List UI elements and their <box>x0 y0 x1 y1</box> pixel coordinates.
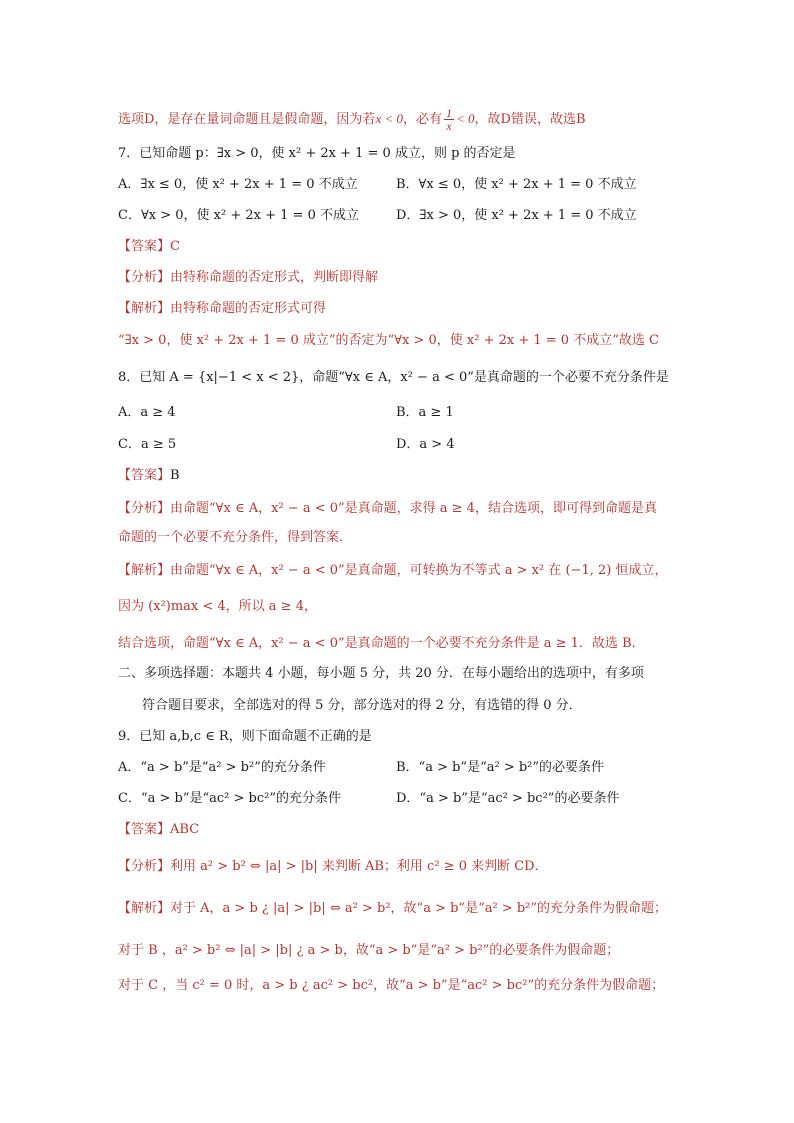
solution-tag: 【解析】 <box>118 301 171 316</box>
question-7-option-a: A．∃x ≤ 0，使 x² + 2x + 1 = 0 不成立 <box>118 177 358 192</box>
question-9-option-b: B．“a > b”是“a² > b²”的必要条件 <box>396 760 605 775</box>
analysis-text: 由命题“∀x ∈ A，x² − a < 0”是真命题，求得 a ≥ 4，结合选项，即可得到命题是真 <box>170 501 657 516</box>
question-7-option-c: C．∀x > 0，使 x² + 2x + 1 = 0 不成立 <box>118 208 359 223</box>
section-2-heading: 二、多项选择题：本题共 4 小题，每小题 5 分，共 20 分．在每小题给出的选项中，有多项 <box>118 666 644 681</box>
solution-tag: 【解析】 <box>118 901 171 916</box>
question-9-solution <box>118 899 667 919</box>
question-9-stem: 9．已知 a,b,c ∈ R，则下面命题不正确的是 <box>118 729 372 744</box>
question-8-solution-line-3: 结合选项，命题“∀x ∈ A，x² − a < 0”是真命题的一个必要不充分条件是 a ≥ 1．故选 B． <box>118 636 645 651</box>
question-7-analysis <box>118 268 378 288</box>
question-8-solution <box>118 561 667 581</box>
question-9-solution-line-2: 对于 B ，a² > b² ⇔ |a| > |b| ¿ a > b，故“a > b”是“a² > b²”的必要条件为假命题； <box>118 943 620 958</box>
answer-value: ABC <box>170 822 200 837</box>
question-8-analysis <box>118 499 657 519</box>
section-2-heading-line-2: 符合题目要求，全部选对的得 5 分，部分选对的得 2 分，有选错的得 0 分． <box>142 698 582 713</box>
question-9-analysis <box>118 857 548 877</box>
question-8-option-b: B．a ≥ 1 <box>396 405 454 420</box>
question-7-option-b: B．∀x ≤ 0，使 x² + 2x + 1 = 0 不成立 <box>396 177 637 192</box>
question-7-solution <box>118 299 326 319</box>
analysis-text: 由特称命题的否定形式，判断即得解 <box>170 270 379 285</box>
analysis-text: 利用 a² > b² ⇔ |a| > |b| 来判断 AB；利用 c² ≥ 0 来判断 CD． <box>170 859 548 874</box>
fraction <box>444 107 454 132</box>
answer-tag: 【答案】 <box>118 239 171 254</box>
text-segment: ，必有 <box>402 112 442 127</box>
math-inline: < 0 <box>456 111 475 126</box>
question-9-answer <box>118 820 199 840</box>
question-7-answer <box>118 237 180 257</box>
analysis-tag: 【分析】 <box>118 501 171 516</box>
answer-tag: 【答案】 <box>118 468 171 483</box>
solution-tag: 【解析】 <box>118 563 171 578</box>
math-inline: x < 0 <box>375 111 403 126</box>
analysis-tag: 【分析】 <box>118 859 171 874</box>
question-8-option-c: C．a ≥ 5 <box>118 437 177 452</box>
question-9-option-d: D．“a > b”是“ac² > bc²”的必要条件 <box>396 791 620 806</box>
text-segment: ，故D错误，故选B <box>474 112 586 127</box>
answer-tag: 【答案】 <box>118 822 171 837</box>
question-8-answer <box>118 466 180 486</box>
question-8-option-d: D．a > 4 <box>396 437 455 452</box>
question-9-solution-line-3: 对于 C ，当 c² = 0 时，a > b ¿ ac² > bc²，故“a > b”是“ac² > bc²”的充分条件为假命题； <box>118 978 665 993</box>
question-7-solution-line-2: “∃x > 0，使 x² + 2x + 1 = 0 成立”的否定为“∀x > 0，使 x² + 2x + 1 = 0 不成立”故选 C <box>118 333 659 348</box>
question-8-option-a: A．a ≥ 4 <box>118 405 176 420</box>
answer-value: B <box>170 468 180 483</box>
question-8-analysis-line-2: 命题的一个必要不充分条件，得到答案． <box>118 530 353 545</box>
line-option-d-explanation <box>118 107 586 132</box>
question-7-option-d: D．∃x > 0，使 x² + 2x + 1 = 0 不成立 <box>396 208 637 223</box>
solution-text: 对于 A，a > b ¿ |a| > |b| ⇔ a² > b²，故“a > b”是“a² > b²”的充分条件为假命题； <box>170 901 668 916</box>
answer-value: C <box>170 239 180 254</box>
question-8-solution-line-2: 因为 (x²)max < 4，所以 a ≥ 4， <box>118 599 317 614</box>
question-9-option-c: C．“a > b”是“ac² > bc²”的充分条件 <box>118 791 341 806</box>
text-segment: 选项D，是存在量词命题且是假命题，因为若 <box>118 112 376 127</box>
fraction-numerator: 1 <box>446 106 452 120</box>
fraction-denominator: x <box>446 119 452 133</box>
question-8-stem: 8．已知 A = {x|−1 < x < 2}，命题“∀x ∈ A，x² − a < 0”是真命题的一个必要不充分条件是 <box>118 370 669 385</box>
solution-text: 由命题“∀x ∈ A，x² − a < 0”是真命题，可转换为不等式 a > x² 在 (−1, 2) 恒成立， <box>170 563 668 578</box>
solution-text: 由特称命题的否定形式可得 <box>170 301 327 316</box>
question-9-option-a: A．“a > b”是“a² > b²”的充分条件 <box>118 760 326 775</box>
question-7-stem: 7．已知命题 p：∃x > 0，使 x² + 2x + 1 = 0 成立，则 p 的否定是 <box>118 146 516 161</box>
analysis-tag: 【分析】 <box>118 270 171 285</box>
